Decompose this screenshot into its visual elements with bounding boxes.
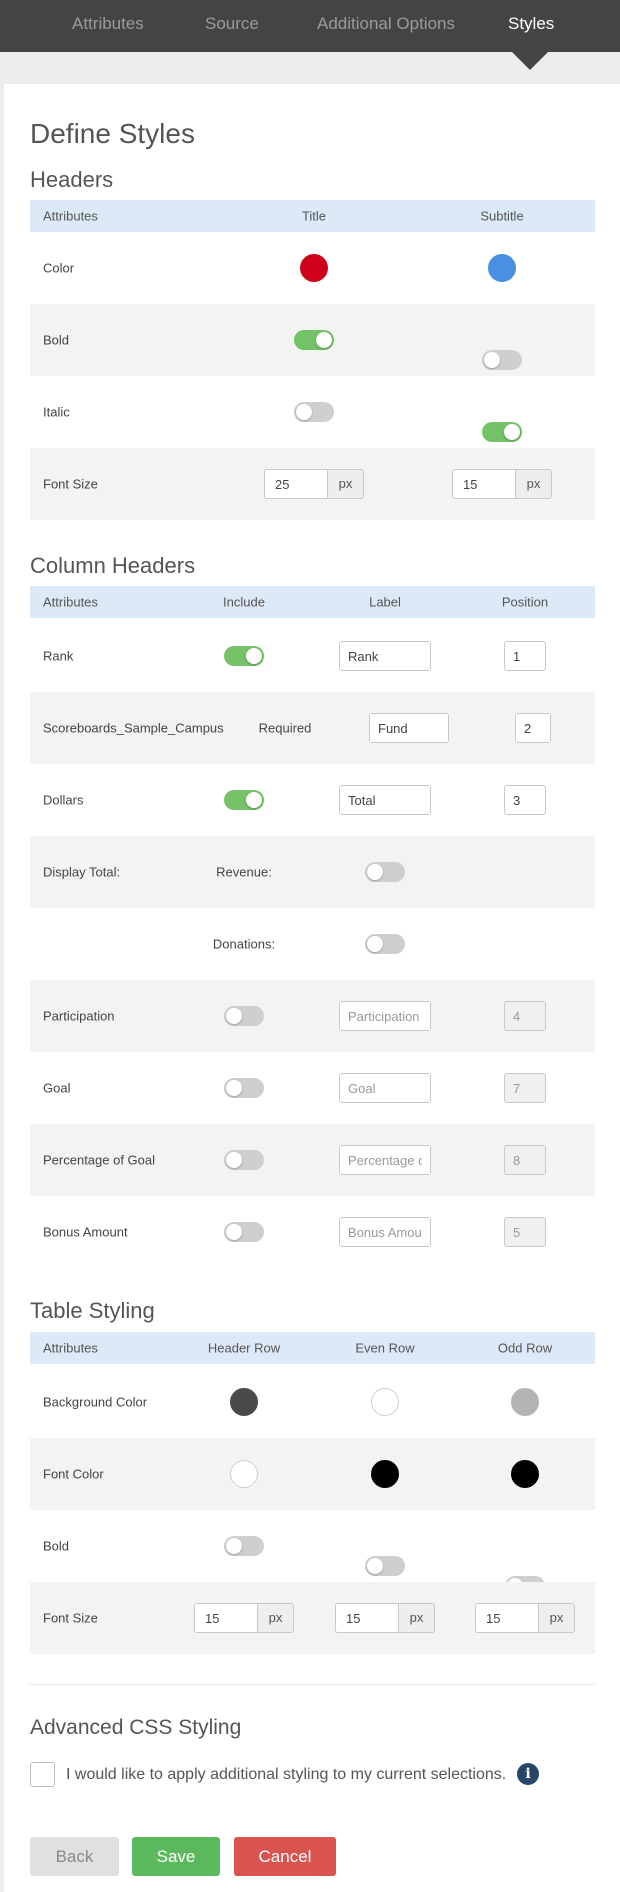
save-button[interactable]: Save bbox=[132, 1837, 220, 1876]
subtitle-bold-toggle[interactable] bbox=[482, 350, 522, 370]
row-label: Display Total: bbox=[43, 864, 121, 880]
goal-include-toggle[interactable] bbox=[224, 1078, 264, 1098]
dollars-include-toggle[interactable] bbox=[224, 790, 264, 810]
even-bg-swatch[interactable] bbox=[371, 1388, 399, 1416]
advanced-css-checkbox[interactable] bbox=[30, 1762, 55, 1787]
title-font-size-group bbox=[264, 469, 364, 499]
column-row-campus bbox=[30, 692, 595, 764]
table-styling-section-title: Table Styling bbox=[30, 1298, 155, 1323]
bonus-include-toggle[interactable] bbox=[224, 1222, 264, 1242]
participation-include-toggle[interactable] bbox=[224, 1006, 264, 1026]
bonus-position-input[interactable] bbox=[504, 1217, 546, 1247]
revenue-label: Revenue: bbox=[216, 864, 272, 880]
styling-row-font-color bbox=[30, 1438, 595, 1510]
participation-label-input[interactable] bbox=[339, 1001, 431, 1031]
rank-label-input[interactable] bbox=[339, 641, 431, 671]
col-attributes: Attributes bbox=[43, 208, 98, 224]
subtitle-font-size-input[interactable] bbox=[453, 470, 515, 498]
column-headers-section-title: Column Headers bbox=[30, 553, 196, 578]
donations-label: Donations: bbox=[212, 936, 276, 952]
top-nav bbox=[0, 0, 620, 52]
dollars-label-input[interactable] bbox=[339, 785, 431, 815]
row-label: Background Color bbox=[43, 1394, 148, 1410]
header-bold-toggle[interactable] bbox=[224, 1536, 264, 1556]
advanced-css-checkbox-label[interactable]: I would like to apply additional styling to my current selections. bbox=[66, 1766, 507, 1783]
percentage-position-input[interactable] bbox=[504, 1145, 546, 1175]
odd-font-size-group bbox=[475, 1603, 575, 1633]
row-label: Font Size bbox=[43, 476, 98, 492]
styling-row-background bbox=[30, 1366, 595, 1438]
row-label: Italic bbox=[43, 404, 70, 420]
even-bold-toggle[interactable] bbox=[365, 1556, 405, 1576]
tab-styles[interactable]: Styles bbox=[508, 14, 555, 33]
row-label: Bold bbox=[43, 332, 70, 348]
col-header-row: Header Row bbox=[207, 1340, 281, 1356]
col-attributes: Attributes bbox=[43, 1340, 98, 1356]
styling-row-bold bbox=[30, 1510, 595, 1582]
dollars-position-input[interactable] bbox=[504, 785, 546, 815]
row-label: Percentage of Goal bbox=[43, 1152, 156, 1168]
col-include: Include bbox=[223, 594, 265, 610]
headers-row-color bbox=[30, 232, 595, 304]
active-tab-pointer bbox=[512, 52, 548, 70]
row-label: Scoreboards_Sample_Campus bbox=[43, 720, 224, 736]
col-odd-row: Odd Row bbox=[497, 1340, 553, 1356]
header-bg-swatch[interactable] bbox=[230, 1388, 258, 1416]
header-font-size-input[interactable] bbox=[195, 1604, 257, 1632]
tab-attributes[interactable]: Attributes bbox=[72, 14, 144, 33]
advanced-css-title: Advanced CSS Styling bbox=[30, 1716, 242, 1739]
px-unit-label: px bbox=[257, 1604, 293, 1632]
row-label: Goal bbox=[43, 1080, 71, 1096]
revenue-toggle[interactable] bbox=[365, 862, 405, 882]
section-divider bbox=[30, 1684, 595, 1685]
cancel-button[interactable]: Cancel bbox=[234, 1837, 336, 1876]
even-font-size-group bbox=[335, 1603, 435, 1633]
tab-additional-options[interactable]: Additional Options bbox=[317, 14, 455, 33]
row-label: Dollars bbox=[43, 792, 84, 808]
headers-table-head bbox=[30, 200, 595, 232]
odd-font-size-input[interactable] bbox=[476, 1604, 538, 1632]
row-label: Bold bbox=[43, 1538, 70, 1554]
headers-row-font-size bbox=[30, 448, 595, 520]
info-icon[interactable]: i bbox=[517, 1763, 539, 1785]
subtitle-italic-toggle[interactable] bbox=[482, 422, 522, 442]
subtitle-color-swatch[interactable] bbox=[488, 254, 516, 282]
px-unit-label: px bbox=[327, 470, 363, 498]
row-label: Participation bbox=[43, 1008, 115, 1024]
col-attributes: Attributes bbox=[43, 594, 98, 610]
header-font-size-group bbox=[194, 1603, 294, 1633]
rank-include-toggle[interactable] bbox=[224, 646, 264, 666]
even-font-color-swatch[interactable] bbox=[371, 1460, 399, 1488]
column-row-bonus-amount bbox=[30, 1196, 595, 1268]
even-font-size-input[interactable] bbox=[336, 1604, 398, 1632]
page-title: Define Styles bbox=[30, 118, 195, 149]
column-row-goal bbox=[30, 1052, 595, 1124]
col-title: Title bbox=[301, 208, 327, 224]
title-font-size-input[interactable] bbox=[265, 470, 327, 498]
percentage-label-input[interactable] bbox=[339, 1145, 431, 1175]
header-font-color-swatch[interactable] bbox=[230, 1460, 258, 1488]
rank-position-input[interactable] bbox=[504, 641, 546, 671]
goal-position-input[interactable] bbox=[504, 1073, 546, 1103]
col-even-row: Even Row bbox=[355, 1340, 415, 1356]
column-row-donations bbox=[30, 908, 595, 980]
title-bold-toggle[interactable] bbox=[294, 330, 334, 350]
column-row-participation bbox=[30, 980, 595, 1052]
px-unit-label: px bbox=[515, 470, 551, 498]
row-label: Font Size bbox=[43, 1610, 98, 1626]
column-row-percentage-of-goal bbox=[30, 1124, 595, 1196]
column-row-rank bbox=[30, 620, 595, 692]
required-text: Required bbox=[258, 720, 312, 736]
title-italic-toggle[interactable] bbox=[294, 402, 334, 422]
campus-label-input[interactable] bbox=[369, 713, 449, 743]
bonus-label-input[interactable] bbox=[339, 1217, 431, 1247]
tab-source[interactable]: Source bbox=[205, 14, 259, 33]
campus-position-input[interactable] bbox=[515, 713, 551, 743]
percentage-include-toggle[interactable] bbox=[224, 1150, 264, 1170]
row-label: Font Color bbox=[43, 1466, 104, 1482]
odd-font-color-swatch[interactable] bbox=[511, 1460, 539, 1488]
table-styling-table-head bbox=[30, 1332, 595, 1364]
title-color-swatch[interactable] bbox=[300, 254, 328, 282]
px-unit-label: px bbox=[398, 1604, 434, 1632]
headers-row-bold bbox=[30, 304, 595, 376]
odd-bg-swatch[interactable] bbox=[511, 1388, 539, 1416]
px-unit-label: px bbox=[538, 1604, 574, 1632]
subtitle-font-size-group bbox=[452, 469, 552, 499]
back-button[interactable]: Back bbox=[30, 1837, 119, 1876]
row-label: Rank bbox=[43, 648, 74, 664]
col-label: Label bbox=[369, 594, 401, 610]
column-row-display-total bbox=[30, 836, 595, 908]
participation-position-input[interactable] bbox=[504, 1001, 546, 1031]
headers-row-italic bbox=[30, 376, 595, 448]
column-row-dollars bbox=[30, 764, 595, 836]
goal-label-input[interactable] bbox=[339, 1073, 431, 1103]
headers-section-title: Headers bbox=[30, 167, 114, 192]
column-headers-table-head bbox=[30, 586, 595, 618]
col-position: Position bbox=[501, 594, 549, 610]
col-subtitle: Subtitle bbox=[480, 208, 524, 224]
donations-toggle[interactable] bbox=[365, 934, 405, 954]
row-label: Color bbox=[43, 260, 75, 276]
row-label: Bonus Amount bbox=[43, 1224, 128, 1240]
styling-row-font-size bbox=[30, 1582, 595, 1654]
